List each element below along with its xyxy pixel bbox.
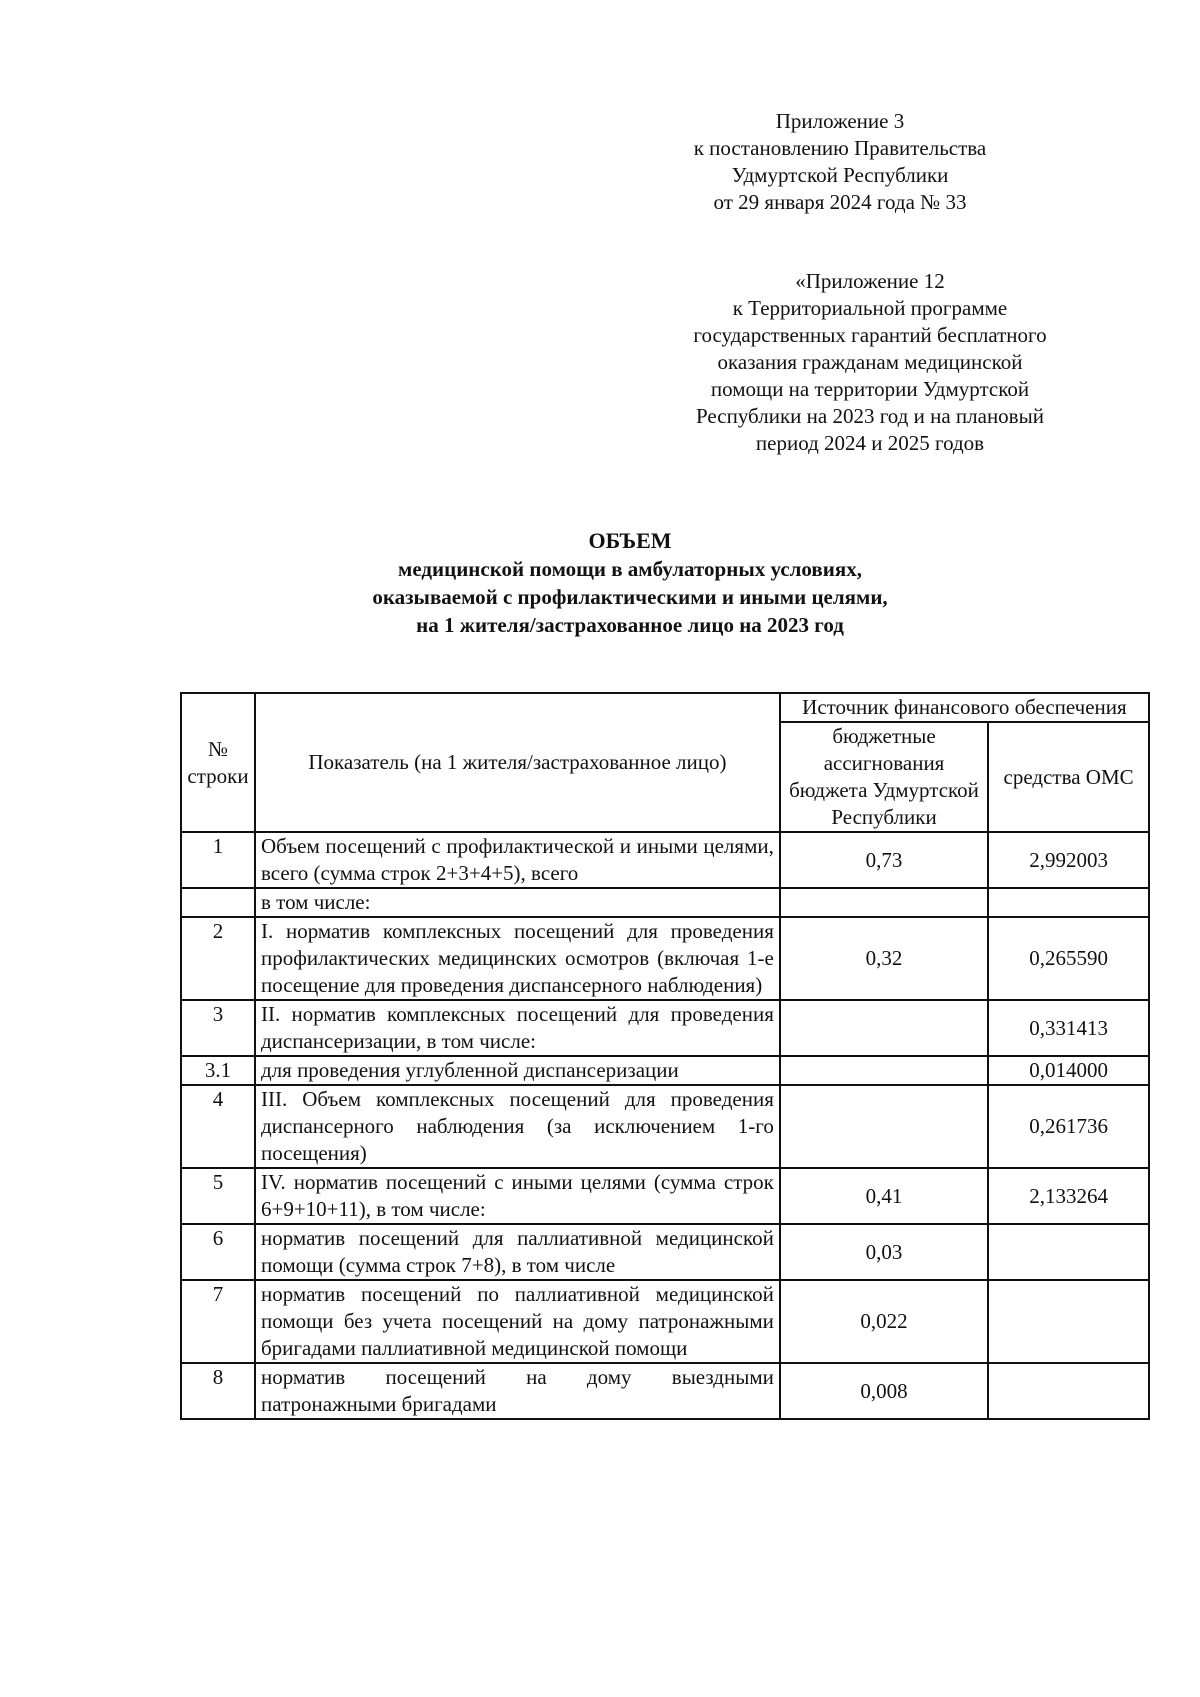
- program-header-line: «Приложение 12: [795, 269, 945, 293]
- program-header-line: государственных гарантий бесплатного: [693, 323, 1047, 347]
- annex-header-line: к постановлению Правительства: [693, 136, 987, 160]
- row-budget-value: [780, 888, 988, 917]
- row-budget-value: 0,73: [780, 832, 988, 888]
- program-header-line: оказания гражданам медицинской: [717, 350, 1023, 374]
- title-main: ОБЪЕМ: [588, 528, 672, 553]
- program-header-line: к Территориальной программе: [732, 296, 1008, 320]
- table-row: [181, 1085, 1149, 1168]
- row-oms-value: 0,261736: [988, 1085, 1149, 1168]
- header-indicator: Показатель (на 1 жителя/застрахованное лицо): [255, 693, 780, 832]
- row-number: 1: [181, 832, 255, 888]
- header-oms: средства ОМС: [988, 722, 1149, 832]
- table-row: [181, 888, 1149, 917]
- row-oms-value: 2,992003: [988, 832, 1149, 888]
- row-budget-value: 0,32: [780, 917, 988, 1000]
- row-number: [181, 888, 255, 917]
- table-row: [181, 1000, 1149, 1056]
- row-budget-value: 0,008: [780, 1363, 988, 1419]
- row-oms-value: [988, 1363, 1149, 1419]
- row-oms-value: 0,331413: [988, 1000, 1149, 1056]
- row-indicator: IV. норматив посещений с иными целями (сумма строк 6+9+10+11), в том числе:: [255, 1168, 780, 1224]
- title-line: на 1 жителя/застрахованное лицо на 2023 год: [416, 613, 844, 637]
- row-indicator: для проведения углубленной диспансеризации: [255, 1056, 780, 1085]
- table-row: [181, 1280, 1149, 1363]
- row-budget-value: 0,03: [780, 1224, 988, 1280]
- row-number: 4: [181, 1085, 255, 1168]
- row-oms-value: [988, 1224, 1149, 1280]
- row-indicator: III. Объем комплексных посещений для проведения диспансерного наблюдения (за исключением 1-го посещения): [255, 1085, 780, 1168]
- annex-header-line: Приложение 3: [775, 109, 905, 133]
- row-budget-value: [780, 1000, 988, 1056]
- row-budget-value: 0,41: [780, 1168, 988, 1224]
- row-indicator: норматив посещений для паллиативной медицинской помощи (сумма строк 7+8), в том числе: [255, 1224, 780, 1280]
- title-line: медицинской помощи в амбулаторных условиях,: [398, 557, 862, 581]
- row-indicator: в том числе:: [255, 888, 780, 917]
- row-number: 8: [181, 1363, 255, 1419]
- row-budget-value: [780, 1085, 988, 1168]
- row-oms-value: 2,133264: [988, 1168, 1149, 1224]
- row-indicator: норматив посещений по паллиативной медицинской помощи без учета посещений на дому патронажными бригадами паллиативной медицинской помощи: [255, 1280, 780, 1363]
- title-line: оказываемой с профилактическими и иными целями,: [372, 585, 888, 609]
- table-row: [181, 1168, 1149, 1224]
- table-row: [181, 832, 1149, 888]
- program-header-line: помощи на территории Удмуртской: [710, 377, 1030, 401]
- volume-table: [180, 692, 1150, 1420]
- row-budget-value: 0,022: [780, 1280, 988, 1363]
- program-header: [640, 268, 1100, 457]
- header-budget: бюджетные ассигнования бюджета Удмуртской Республики: [780, 722, 988, 832]
- document-title: [200, 527, 1060, 639]
- table-row: [181, 1363, 1149, 1419]
- row-oms-value: 0,265590: [988, 917, 1149, 1000]
- annex-header-line: Удмуртской Республики: [731, 163, 949, 187]
- row-number: 6: [181, 1224, 255, 1280]
- row-oms-value: [988, 1280, 1149, 1363]
- program-header-line: период 2024 и 2025 годов: [755, 431, 985, 455]
- table-row: [181, 917, 1149, 1000]
- row-number: 5: [181, 1168, 255, 1224]
- header-source: Источник финансового обеспечения: [780, 693, 1149, 722]
- row-oms-value: [988, 888, 1149, 917]
- row-number: 2: [181, 917, 255, 1000]
- row-number: 7: [181, 1280, 255, 1363]
- row-indicator: норматив посещений на дому выездными патронажными бригадами: [255, 1363, 780, 1419]
- row-number: 3: [181, 1000, 255, 1056]
- annex-header-line: от 29 января 2024 года № 33: [713, 190, 967, 214]
- row-indicator: I. норматив комплексных посещений для проведения профилактических медицинских осмотров (включая 1-е посещение для проведения диспансерного наблюдения): [255, 917, 780, 1000]
- row-indicator: II. норматив комплексных посещений для проведения диспансеризации, в том числе:: [255, 1000, 780, 1056]
- annex-header: [680, 108, 1000, 216]
- row-oms-value: 0,014000: [988, 1056, 1149, 1085]
- program-header-line: Республики на 2023 год и на плановый: [696, 404, 1044, 428]
- row-indicator: Объем посещений с профилактической и иными целями, всего (сумма строк 2+3+4+5), всего: [255, 832, 780, 888]
- row-budget-value: [780, 1056, 988, 1085]
- table-row: [181, 1224, 1149, 1280]
- row-number: 3.1: [181, 1056, 255, 1085]
- header-row-no: № строки: [181, 693, 255, 832]
- table-row: [181, 1056, 1149, 1085]
